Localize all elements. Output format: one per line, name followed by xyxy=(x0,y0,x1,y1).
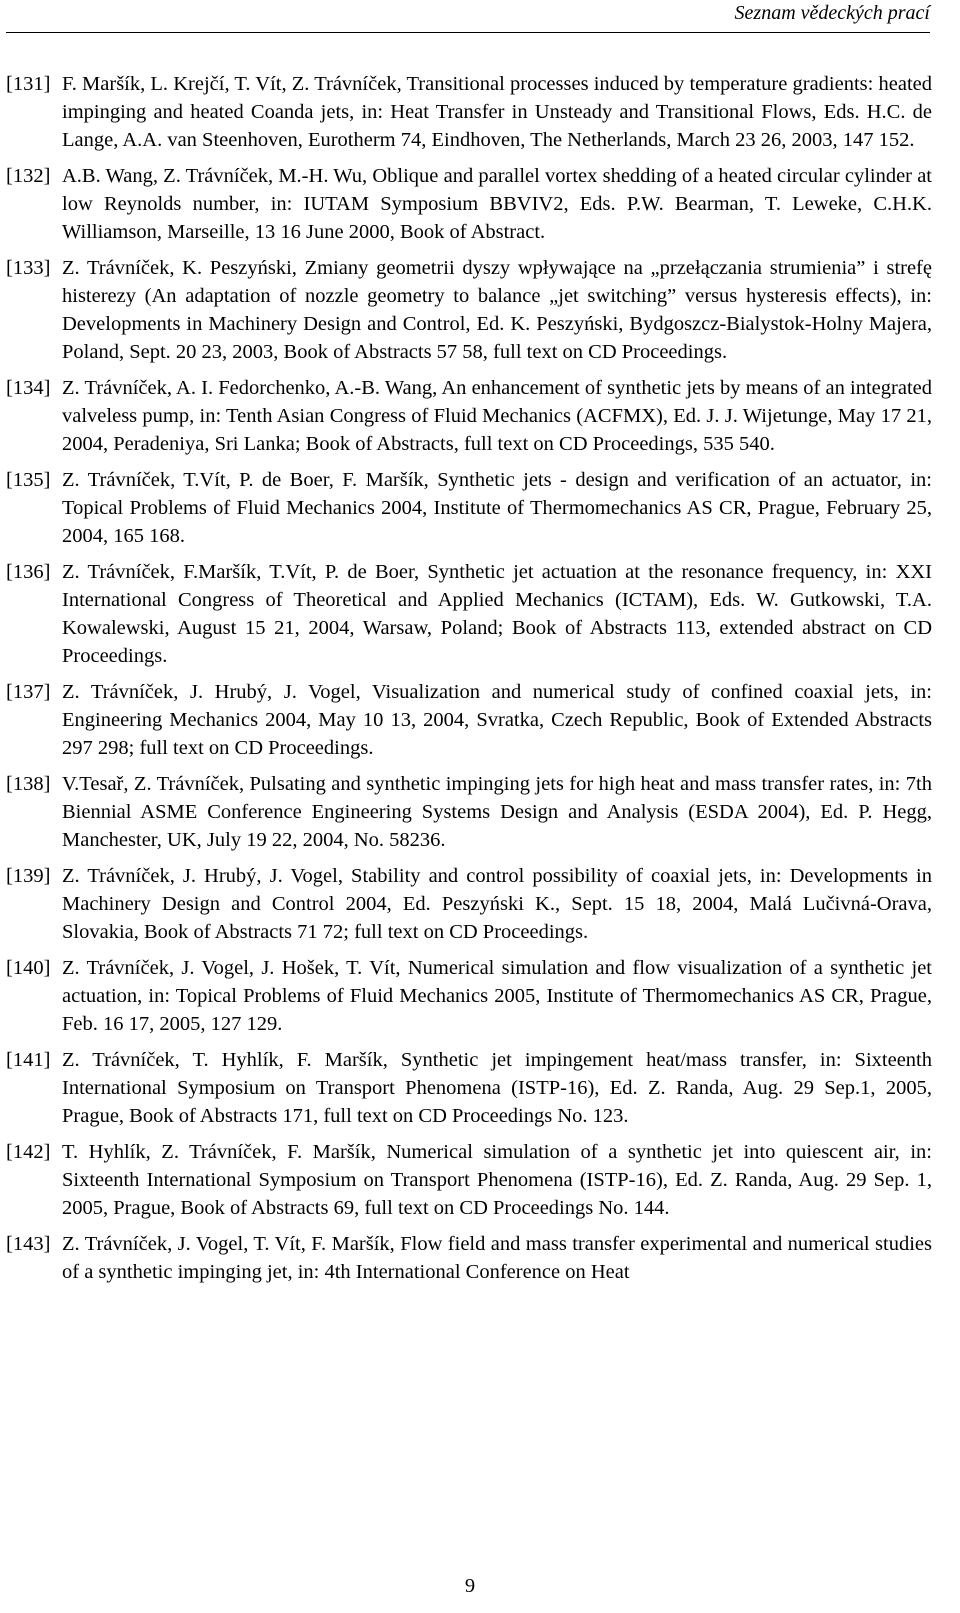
header-divider xyxy=(6,32,930,33)
reference-number: [132] xyxy=(6,165,51,187)
reference-item xyxy=(6,862,932,946)
reference-text: F. Maršík, L. Krejčí, T. Vít, Z. Trávníček, Transitional processes induced by temperature gradients: heated impinging and heated Coanda jets, in: Heat Transfer in Unsteady and Transitional Flows, Eds. H.C. de Lange, A.A. van Steenhoven, Eurotherm 74, Eindhoven, The Netherlands, March 23 26, 2003, 147 152. xyxy=(62,73,932,151)
reference-item xyxy=(6,770,932,854)
reference-number: [141] xyxy=(6,1049,51,1071)
reference-item xyxy=(6,1138,932,1222)
page-number: 9 xyxy=(464,1575,476,1597)
reference-item xyxy=(6,162,932,246)
reference-number: [131] xyxy=(6,73,51,95)
reference-number: [134] xyxy=(6,377,51,399)
reference-text: Z. Trávníček, T.Vít, P. de Boer, F. Maršík, Synthetic jets - design and verification of an actuator, in: Topical Problems of Fluid Mechanics 2004, Institute of Thermomechanics AS CR, Prague, February 25, 2004, 165 168. xyxy=(62,469,932,547)
reference-text: A.B. Wang, Z. Trávníček, M.-H. Wu, Oblique and parallel vortex shedding of a heated circular cylinder at low Reynolds number, in: IUTAM Symposium BBVIV2, Eds. P.W. Bearman, T. Leweke, C.H.K. Williamson, Marseille, 13 16 June 2000, Book of Abstract. xyxy=(62,165,932,243)
reference-text: Z. Trávníček, J. Hrubý, J. Vogel, Stability and control possibility of coaxial jets, in: Developments in Machinery Design and Control 2004, Ed. Peszyński K., Sept. 15 18, 2004, Malá Lučivná-Orava, Slovakia, Book of Abstracts 71 72; full text on CD Proceedings. xyxy=(62,865,932,943)
reference-item xyxy=(6,1046,932,1130)
running-header: Seznam vědeckých prací xyxy=(734,2,930,24)
reference-text: T. Hyhlík, Z. Trávníček, F. Maršík, Numerical simulation of a synthetic jet into quiescent air, in: Sixteenth International Symposium on Transport Phenomena (ISTP-16), Ed. Z. Randa, Aug. 29 Sep. 1, 2005, Prague, Book of Abstracts 69, full text on CD Proceedings No. 144. xyxy=(62,1141,932,1219)
reference-item xyxy=(6,678,932,762)
reference-number: [137] xyxy=(6,681,51,703)
reference-number: [136] xyxy=(6,561,51,583)
reference-item xyxy=(6,1230,932,1286)
reference-item xyxy=(6,466,932,550)
reference-item xyxy=(6,374,932,458)
reference-item xyxy=(6,558,932,670)
reference-item xyxy=(6,254,932,366)
reference-text: V.Tesař, Z. Trávníček, Pulsating and synthetic impinging jets for high heat and mass transfer rates, in: 7th Biennial ASME Conference Engineering Systems Design and Analysis (ESDA 2004), Ed. P. Hegg, Manchester, UK, July 19 22, 2004, No. 58236. xyxy=(62,773,932,851)
reference-text: Z. Trávníček, F.Maršík, T.Vít, P. de Boer, Synthetic jet actuation at the resonance frequency, in: XXI International Congress of Theoretical and Applied Mechanics (ICTAM), Eds. W. Gutkowski, T.A. Kowalewski, August 15 21, 2004, Warsaw, Poland; Book of Abstracts 113, extended abstract on CD Proceedings. xyxy=(62,561,932,667)
reference-text: Z. Trávníček, J. Vogel, T. Vít, F. Maršík, Flow field and mass transfer experimental and numerical studies of a synthetic impinging jet, in: 4th International Conference on Heat xyxy=(62,1233,932,1283)
reference-number: [143] xyxy=(6,1233,51,1255)
reference-number: [135] xyxy=(6,469,51,491)
reference-number: [133] xyxy=(6,257,51,279)
reference-item xyxy=(6,954,932,1038)
reference-text: Z. Trávníček, A. I. Fedorchenko, A.-B. Wang, An enhancement of synthetic jets by means of an integrated valveless pump, in: Tenth Asian Congress of Fluid Mechanics (ACFMX), Ed. J. J. Wijetunge, May 17 21, 2004, Peradeniya, Sri Lanka; Book of Abstracts, full text on CD Proceedings, 535 540. xyxy=(62,377,932,455)
reference-text: Z. Trávníček, J. Vogel, J. Hošek, T. Vít, Numerical simulation and flow visualization of a synthetic jet actuation, in: Topical Problems of Fluid Mechanics 2005, Institute of Thermomechanics AS CR, Prague, Feb. 16 17, 2005, 127 129. xyxy=(62,957,932,1035)
reference-number: [139] xyxy=(6,865,51,887)
reference-list xyxy=(6,70,932,1294)
reference-text: Z. Trávníček, J. Hrubý, J. Vogel, Visualization and numerical study of confined coaxial jets, in: Engineering Mechanics 2004, May 10 13, 2004, Svratka, Czech Republic, Book of Extended Abstracts 297 298; full text on CD Proceedings. xyxy=(62,681,932,759)
reference-item xyxy=(6,70,932,154)
reference-text: Z. Trávníček, T. Hyhlík, F. Maršík, Synthetic jet impingement heat/mass transfer, in: Sixteenth International Symposium on Transport Phenomena (ISTP-16), Ed. Z. Randa, Aug. 29 Sep.1, 2005, Prague, Book of Abstracts 171, full text on CD Proceedings No. 123. xyxy=(62,1049,932,1127)
reference-number: [142] xyxy=(6,1141,51,1163)
reference-text: Z. Trávníček, K. Peszyński, Zmiany geometrii dyszy wpływające na „przełączania strumienia” i strefę histerezy (An adaptation of nozzle geometry to balance „jet switching” versus hysteresis effects), in: Developments in Machinery Design and Control, Ed. K. Peszyński, Bydgoszcz-Bialystok-Holny Majera, Poland, Sept. 20 23, 2003, Book of Abstracts 57 58, full text on CD Proceedings. xyxy=(62,257,932,363)
reference-number: [138] xyxy=(6,773,51,795)
reference-number: [140] xyxy=(6,957,51,979)
